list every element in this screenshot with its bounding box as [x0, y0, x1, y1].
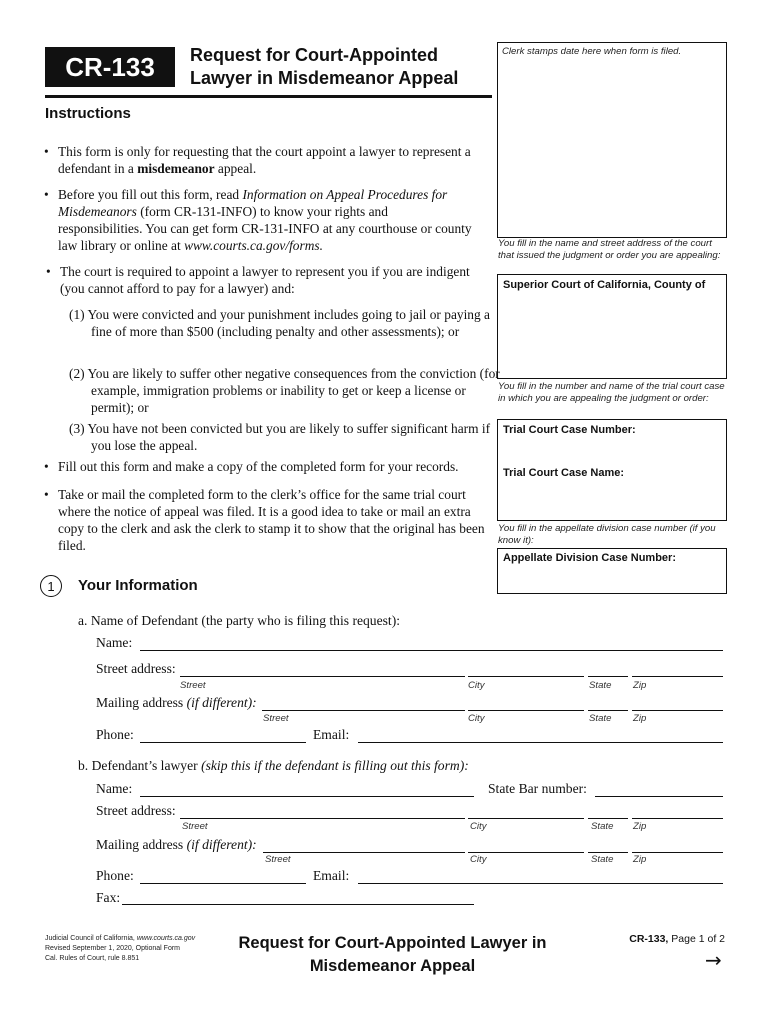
footer-line-2: Revised September 1, 2020, Optional Form [45, 945, 181, 952]
lawyer-city-field[interactable] [468, 818, 584, 819]
condition-3: (3) You have not been convicted but you are likely to suffer significant harm if you lose the appeal. [69, 421, 491, 453]
trial-case-box[interactable] [497, 419, 727, 521]
lawyer-phone-label: Phone: [96, 868, 134, 883]
lawyer-state-field[interactable] [588, 818, 628, 819]
forms-link[interactable]: www.courts.ca.gov/forms. [184, 238, 323, 253]
footer-form-code: CR-133, [629, 933, 669, 945]
defendant-mailing-label [96, 695, 257, 711]
appellate-case-box[interactable] [497, 548, 727, 594]
page-number: Page 1 of 2 [668, 933, 725, 945]
part-b-note: (skip this if the defendant is filling out this form): [201, 758, 469, 773]
trial-box-note: You fill in the number and name of the trial court case in which you are appealing the judgment or order: [498, 381, 725, 404]
header-divider [45, 95, 492, 98]
instruction-bullet-5: • Take or mail the completed form to the clerk’s office for the same trial court where the notice of appeal was filed. It is a good idea to take or mail an extra copy to the clerk and ask the clerk to stamp it to show that the original has been filed. [58, 486, 488, 554]
footer-line-1 [45, 934, 195, 944]
mailing-text: Mailing address [96, 695, 187, 710]
footer-council: Judicial Council of California, [45, 935, 137, 942]
trial-case-name-label: Trial Court Case Name: [503, 467, 625, 479]
if-different: (if different): [186, 837, 257, 852]
lawyer-name-label: Name: [96, 781, 133, 796]
defendant-mailing-street-field[interactable] [262, 710, 465, 711]
defendant-state-field[interactable] [588, 676, 628, 677]
cap-street: Street [182, 821, 208, 832]
section-heading: Your Information [78, 577, 198, 594]
court-box-note: You fill in the name and street address of the court that issued the judgment or order you are appealing: [498, 238, 721, 261]
clerk-stamp-label: Clerk stamps date here when form is filed. [502, 46, 682, 57]
lawyer-fax-field[interactable] [122, 904, 474, 905]
defendant-mailing-state-field[interactable] [588, 710, 628, 711]
mailing-text: Mailing address [96, 837, 187, 852]
bullet-2-text: Before you fill out this form, read [58, 187, 243, 202]
footer-line-3: Cal. Rules of Court, rule 8.851 [45, 955, 140, 962]
court-name-address-box[interactable] [497, 274, 727, 379]
lawyer-mailing-city-field[interactable] [468, 852, 584, 853]
defendant-phone-label: Phone: [96, 727, 134, 742]
section-number-circle [40, 575, 62, 597]
state-bar-label: State Bar number: [488, 781, 587, 796]
clerk-stamp-box [497, 42, 727, 238]
cap-city: City [470, 854, 487, 865]
bullet-2-form-ref: Information on Appeal Procedures for Misdemeanors [58, 187, 448, 219]
cap-state: State [589, 680, 612, 691]
form-title: Request for Court-Appointed Lawyer in Misdemeanor Appeal [190, 45, 459, 88]
cap-state: State [591, 821, 614, 832]
footer-source [45, 934, 195, 964]
cap-city: City [468, 713, 485, 724]
bullet-1-bold: misdemeanor [137, 161, 215, 176]
lawyer-email-label: Email: [313, 868, 350, 883]
defendant-name-field[interactable] [140, 650, 723, 651]
cap-zip: Zip [633, 680, 647, 691]
footer-page-info [600, 933, 725, 945]
bullet-2-mid: (form CR-131-INFO) to know your rights and responsibilities. You can get form CR-131-INFO at any courthouse or county law library or online at [58, 204, 472, 253]
court-box-title: Superior Court of California, County of [503, 279, 706, 291]
form-code-badge [45, 47, 175, 87]
lawyer-fax-label: Fax: [96, 890, 121, 905]
defendant-mailing-zip-field[interactable] [632, 710, 723, 711]
cap-zip: Zip [633, 821, 647, 832]
defendant-email-label: Email: [313, 727, 350, 742]
defendant-name-label: Name: [96, 635, 133, 650]
part-b-text [78, 758, 469, 774]
part-a-text: a. Name of Defendant (the party who is filing this request): [78, 613, 401, 628]
next-page-arrow-icon[interactable]: → [705, 948, 722, 972]
cap-zip: Zip [633, 854, 647, 865]
lawyer-name-field[interactable] [140, 796, 474, 797]
defendant-city-field[interactable] [468, 676, 584, 677]
condition-1: (1) You were convicted and your punishment includes going to jail or paying a fine of more than $500 (including penalty and other assessments); or [69, 307, 490, 339]
instruction-bullet-4: • Fill out this form and make a copy of the completed form for your records. [58, 458, 490, 475]
condition-2: (2) You are likely to suffer other negative consequences from the conviction (for example, immigration problems or inability to get or keep a license or permit); or [69, 366, 500, 415]
cap-state: State [589, 713, 612, 724]
defendant-mailing-city-field[interactable] [468, 710, 584, 711]
defendant-street-label: Street address: [96, 661, 176, 676]
defendant-street-field[interactable] [180, 676, 465, 677]
instruction-bullet-2 [58, 186, 473, 254]
section-number: 1 [47, 578, 55, 594]
instruction-bullet-3: • The court is required to appoint a lawyer to represent you if you are indigent (you cannot afford to pay for a lawyer) and: [60, 263, 490, 297]
appellate-case-number-label: Appellate Division Case Number: [503, 552, 676, 564]
defendant-zip-field[interactable] [632, 676, 723, 677]
cap-street: Street [265, 854, 291, 865]
defendant-phone-field[interactable] [140, 742, 306, 743]
bullet-1-text: This form is only for requesting that the court appoint a lawyer to represent a defendant in a [58, 144, 471, 176]
lawyer-email-field[interactable] [358, 883, 723, 884]
appellate-box-note: You fill in the appellate division case number (if you know it): [498, 523, 716, 546]
cap-city: City [468, 680, 485, 691]
defendant-email-field[interactable] [358, 742, 723, 743]
lawyer-zip-field[interactable] [632, 818, 723, 819]
if-different: (if different): [186, 695, 257, 710]
courts-link[interactable]: www.courts.ca.gov [136, 935, 196, 942]
cap-street: Street [180, 680, 206, 691]
form-code: CR-133 [65, 51, 155, 82]
instructions-heading: Instructions [45, 105, 131, 122]
cap-zip: Zip [633, 713, 647, 724]
lawyer-mailing-state-field[interactable] [588, 852, 628, 853]
lawyer-street-field[interactable] [180, 818, 465, 819]
instruction-bullet-1 [58, 143, 490, 177]
cap-state: State [591, 854, 614, 865]
trial-case-number-label: Trial Court Case Number: [503, 424, 636, 436]
lawyer-mailing-label [96, 837, 257, 853]
lawyer-street-label: Street address: [96, 803, 176, 818]
lawyer-phone-field[interactable] [140, 883, 306, 884]
state-bar-field[interactable] [595, 796, 723, 797]
cap-street: Street [263, 713, 289, 724]
part-b-lead: b. Defendant’s lawyer [78, 758, 202, 773]
footer-title: Request for Court-Appointed Lawyer in Misdemeanor Appeal [238, 934, 547, 975]
lawyer-mailing-street-field[interactable] [263, 852, 465, 853]
bullet-1-end: appeal. [214, 161, 257, 176]
lawyer-mailing-zip-field[interactable] [632, 852, 723, 853]
cap-city: City [470, 821, 487, 832]
